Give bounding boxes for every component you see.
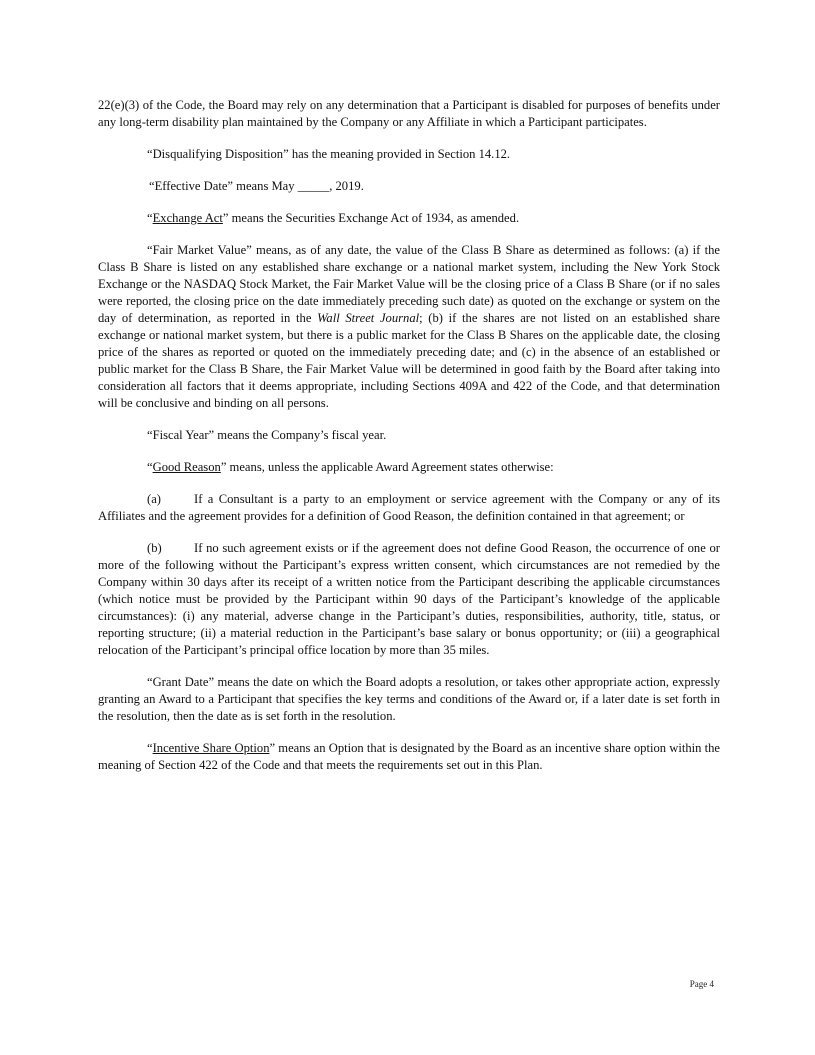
clause-text-b: If no such agreement exists or if the agreement does not define Good Reason, the occurrence of one or more of the following without the Participant’s express written consent, which circumstances are not remedied by the Company within 30 days after its receipt of a written notice from the Participant describing the applicable circumstances (which notice must be provided by the Participant within 90 days of the Participant’s knowledge of the applicable circumstances): (i) any material, adverse change in the Participant’s duties, responsibilities, authority, title, status, or reporting structure; (ii) a material reduction in the Participant’s base salary or bonus opportunity; or (iii) a geographical relocation of the Participant’s principal office location by more than 35 miles. — [98, 541, 720, 657]
defined-term-exchange-act: Exchange Act — [152, 211, 223, 225]
open-quote: “ — [147, 741, 153, 755]
definition-incentive-share-option — [98, 740, 720, 774]
definition-fair-market-value — [98, 242, 720, 412]
definition-text-part1: “Fair Market Value” means, as of any date, the value of the Class B Share as determined as follows: (a) if the Class B Share is listed on any established share exchange or a national market system, including the New York Stock Exchange or the NASDAQ Stock Market, the Fair Market Value will be the closing price of a Class B Share (or if no sales were reported, the closing price on the date immediately preceding such date) as quoted on the exchange or system on the day of determination, as reported in the — [98, 243, 720, 325]
clause-label-a: (a) — [147, 492, 161, 506]
definition-text: ” means the Securities Exchange Act of 1934, as amended. — [222, 211, 520, 225]
definition-text: ” means, unless the applicable Award Agreement states otherwise: — [220, 460, 554, 474]
clause-label-b: (b) — [147, 541, 162, 555]
definition-text: ” means an Option that is designated by the Board as an incentive share option within the meaning of Section 422 of the Code and that meets the requirements set out in this Plan. — [98, 741, 721, 772]
good-reason-clause-a — [98, 491, 720, 525]
open-quote: “ — [147, 460, 153, 474]
document-page — [98, 97, 720, 789]
paragraph-disability-continued: 22(e)(3) of the Code, the Board may rely on any determination that a Participant is disabled for purposes of benefits under any long-term disability plan maintained by the Company or any Affiliate in which a Participant participates. — [98, 98, 720, 129]
defined-term-incentive-share-option: Incentive Share Option — [152, 741, 270, 755]
definition-good-reason — [98, 459, 720, 476]
open-quote: “ — [147, 211, 153, 225]
definition-fiscal-year: “Fiscal Year” means the Company’s fiscal year. — [147, 428, 387, 442]
definition-exchange-act — [98, 210, 720, 227]
definition-text-part2: ; (b) if the shares are not listed on an established share exchange or national market system, but there is a public market for the Class B Shares on the applicable date, the closing price of the shares as reported or quoted on the immediately preceding date; and (c) in the absence of an established or public market for the Class B Share, the Fair Market Value will be determined in good faith by the Board after taking into consideration all factors that it deems appropriate, including Sections 409A and 422 of the Code, and that determination will be conclusive and binding on all persons. — [98, 311, 720, 410]
clause-text-a: If a Consultant is a party to an employment or service agreement with the Company or any of its Affiliates and the agreement provides for a definition of Good Reason, the definition contained in that agreement; or — [98, 492, 720, 523]
definition-disqualifying-disposition: “Disqualifying Disposition” has the meaning provided in Section 14.12. — [147, 147, 511, 161]
good-reason-clause-b — [98, 540, 720, 659]
definition-grant-date: “Grant Date” means the date on which the Board adopts a resolution, or takes other appropriate action, expressly granting an Award to a Participant that specifies the key terms and conditions of the Award or, if a later date is set forth in the resolution, then the date as is set forth in the resolution. — [98, 675, 720, 723]
defined-term-good-reason: Good Reason — [152, 460, 221, 474]
publication-title: Wall Street Journal — [317, 311, 420, 325]
definition-effective-date: “Effective Date” means May _____, 2019. — [149, 179, 364, 193]
page-number: Page 4 — [689, 979, 714, 989]
